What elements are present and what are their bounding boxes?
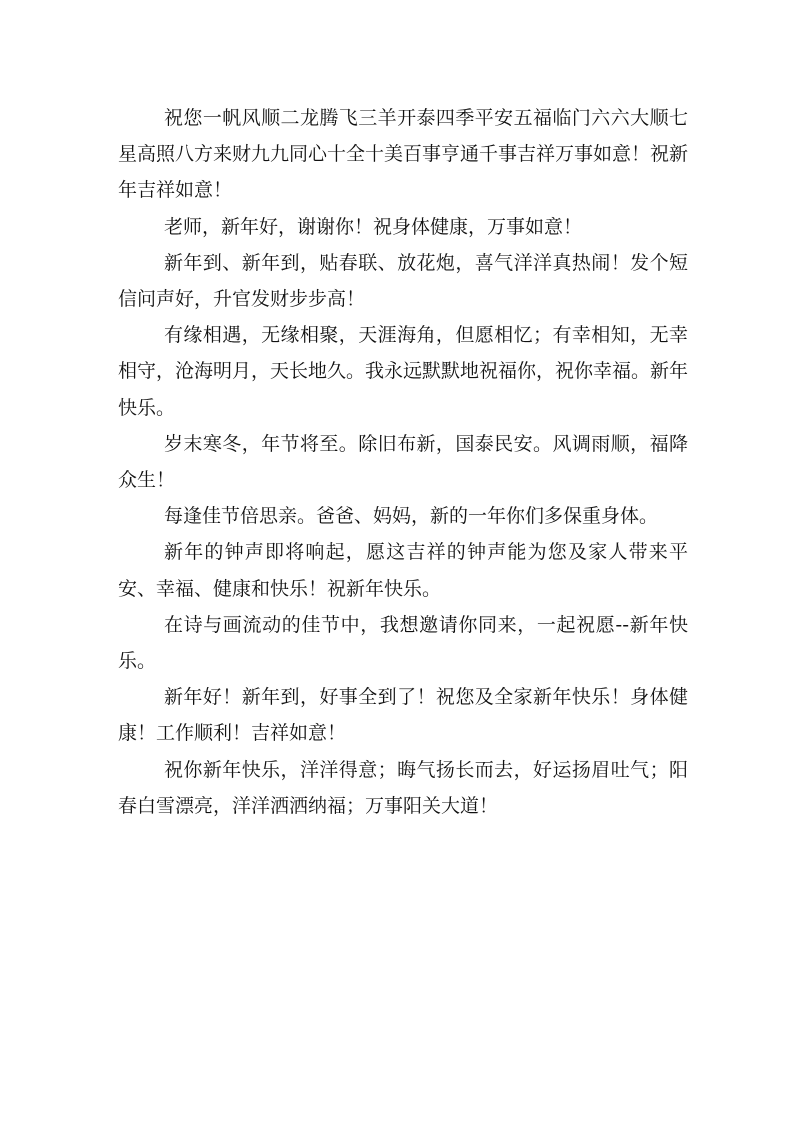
paragraph-1: 祝您一帆风顺二龙腾飞三羊开泰四季平安五福临门六六大顺七星高照八方来财九九同心十全十美百事亨通千事吉祥万事如意！祝新年吉祥如意！ xyxy=(118,107,689,202)
paragraph-7: 新年的钟声即将响起，愿这吉祥的钟声能为您及家人带来平安、幸福、健康和快乐！祝新年快乐。 xyxy=(118,541,688,600)
paragraph-9: 新年好！新年到，好事全到了！祝您及全家新年快乐！身体健康！工作顺利！吉祥如意！ xyxy=(118,686,688,745)
paragraph-2: 老师，新年好，谢谢你！祝身体健康，万事如意！ xyxy=(164,215,583,238)
paragraph-10: 祝你新年快乐，洋洋得意；晦气扬长而去，好运扬眉吐气；阳春白雪漂亮，洋洋洒洒纳福；万事阳关大道！ xyxy=(118,758,688,817)
paragraph-3: 新年到、新年到，贴春联、放花炮，喜气洋洋真热闹！发个短信问声好，升官发财步步高！ xyxy=(118,251,688,311)
paragraph-8: 在诗与画流动的佳节中，我想邀请你同来，一起祝愿--新年快乐。 xyxy=(118,613,688,673)
document-body xyxy=(118,100,688,824)
paragraph-5: 岁末寒冬，年节将至。除旧布新，国泰民安。风调雨顺，福降众生！ xyxy=(118,432,688,492)
paragraph-4: 有缘相遇，无缘相聚，天涯海角，但愿相忆；有幸相知，无幸相守，沧海明月，天长地久。我永远默默地祝福你，祝你幸福。新年快乐。 xyxy=(118,324,689,419)
paragraph-6: 每逢佳节倍思亲。爸爸、妈妈，新的一年你们多保重身体。 xyxy=(164,505,659,528)
